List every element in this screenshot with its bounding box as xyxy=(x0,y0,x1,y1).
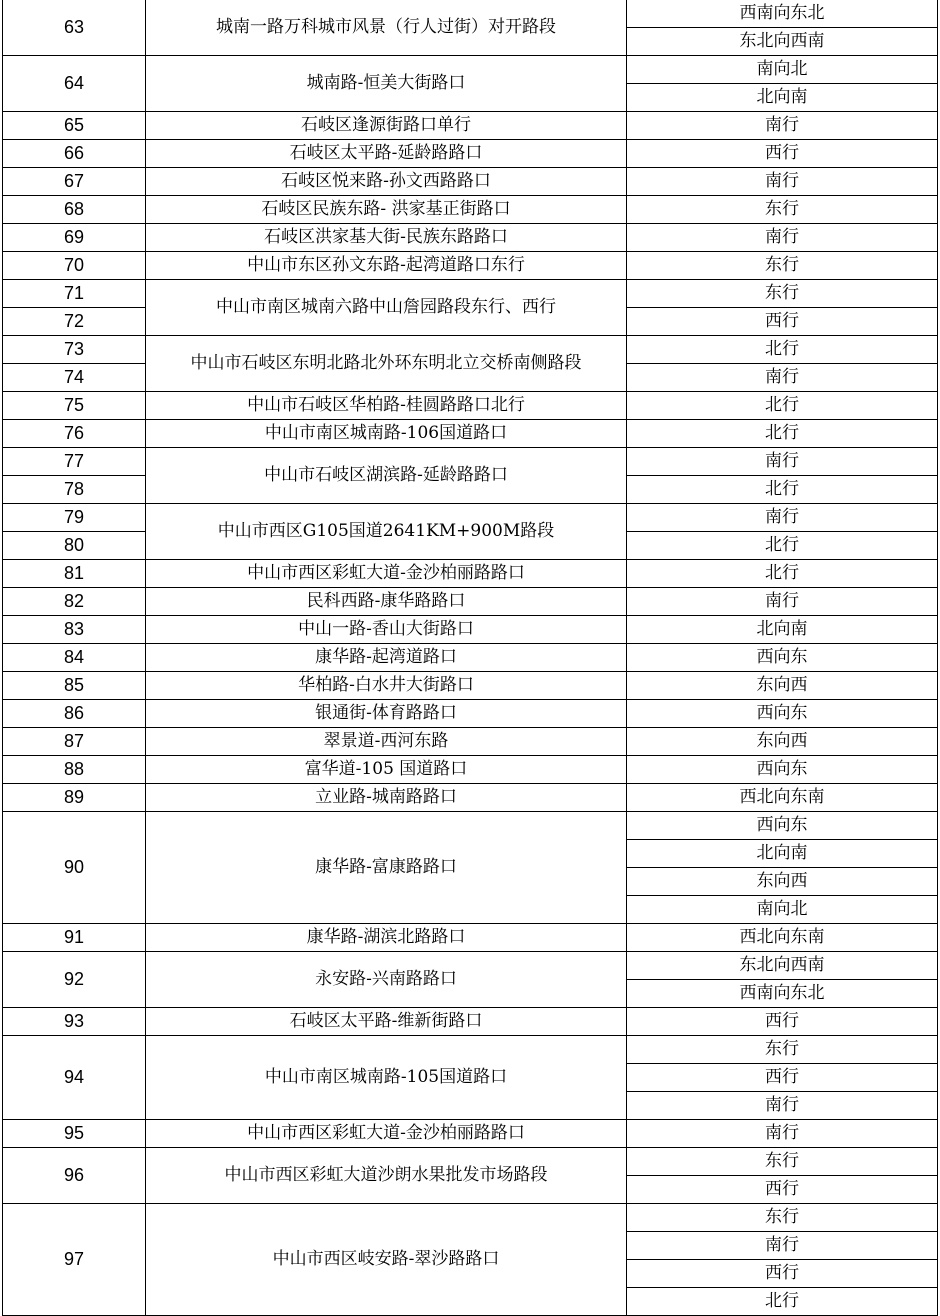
direction-cell: 南行 xyxy=(627,224,938,252)
direction-cell: 西行 xyxy=(627,308,938,336)
table-row xyxy=(3,588,938,616)
table-row xyxy=(3,784,938,812)
table-row xyxy=(3,1148,938,1176)
location-cell: 中山市西区G105国道2641KM+900M路段 xyxy=(146,504,627,560)
location-cell: 民科西路-康华路路口 xyxy=(146,588,627,616)
direction-cell: 南行 xyxy=(627,168,938,196)
table-row xyxy=(3,336,938,364)
direction-cell: 西行 xyxy=(627,140,938,168)
direction-cell: 北行 xyxy=(627,420,938,448)
direction-cell: 南向北 xyxy=(627,896,938,924)
location-cell: 石岐区太平路-延龄路路口 xyxy=(146,140,627,168)
row-number-cell: 73 xyxy=(3,336,146,364)
location-cell: 康华路-富康路路口 xyxy=(146,812,627,924)
direction-cell: 东行 xyxy=(627,1036,938,1064)
location-cell: 中山市南区城南路-105国道路口 xyxy=(146,1036,627,1120)
direction-cell: 东北向西南 xyxy=(627,28,938,56)
direction-cell: 南行 xyxy=(627,588,938,616)
location-cell: 富华道-105 国道路口 xyxy=(146,756,627,784)
direction-cell: 北行 xyxy=(627,476,938,504)
direction-cell: 南行 xyxy=(627,364,938,392)
row-number-cell: 77 xyxy=(3,448,146,476)
direction-cell: 东行 xyxy=(627,196,938,224)
row-number-cell: 66 xyxy=(3,140,146,168)
row-number-cell: 87 xyxy=(3,728,146,756)
location-cell: 中山市石岐区东明北路北外环东明北立交桥南侧路段 xyxy=(146,336,627,392)
row-number-cell: 96 xyxy=(3,1148,146,1204)
direction-cell: 北向南 xyxy=(627,84,938,112)
direction-cell: 东向西 xyxy=(627,728,938,756)
table-row xyxy=(3,700,938,728)
direction-cell: 北行 xyxy=(627,392,938,420)
table-row xyxy=(3,1204,938,1232)
row-number-cell: 81 xyxy=(3,560,146,588)
table-row xyxy=(3,1036,938,1064)
direction-cell: 西北向东南 xyxy=(627,784,938,812)
direction-cell: 西向东 xyxy=(627,700,938,728)
direction-cell: 东行 xyxy=(627,252,938,280)
row-number-cell: 70 xyxy=(3,252,146,280)
row-number-cell: 79 xyxy=(3,504,146,532)
direction-cell: 南向北 xyxy=(627,56,938,84)
direction-cell: 西行 xyxy=(627,1008,938,1036)
direction-cell: 北向南 xyxy=(627,616,938,644)
row-number-cell: 72 xyxy=(3,308,146,336)
location-cell: 石岐区洪家基大街-民族东路路口 xyxy=(146,224,627,252)
row-number-cell: 63 xyxy=(3,0,146,56)
location-cell: 中山市西区岐安路-翠沙路路口 xyxy=(146,1204,627,1316)
table-row xyxy=(3,280,938,308)
table-row xyxy=(3,672,938,700)
row-number-cell: 91 xyxy=(3,924,146,952)
direction-cell: 北向南 xyxy=(627,840,938,868)
row-number-cell: 64 xyxy=(3,56,146,112)
location-cell: 中山市南区城南路-106国道路口 xyxy=(146,420,627,448)
table-row xyxy=(3,728,938,756)
row-number-cell: 71 xyxy=(3,280,146,308)
row-number-cell: 89 xyxy=(3,784,146,812)
row-number-cell: 86 xyxy=(3,700,146,728)
location-cell: 石岐区民族东路- 洪家基正街路口 xyxy=(146,196,627,224)
location-cell: 华柏路-白水井大街路口 xyxy=(146,672,627,700)
direction-cell: 东行 xyxy=(627,280,938,308)
table-row xyxy=(3,392,938,420)
direction-cell: 西北向东南 xyxy=(627,924,938,952)
location-cell: 中山市石岐区湖滨路-延龄路路口 xyxy=(146,448,627,504)
row-number-cell: 85 xyxy=(3,672,146,700)
location-cell: 中山市西区彩虹大道-金沙柏丽路路口 xyxy=(146,1120,627,1148)
location-cell: 康华路-湖滨北路路口 xyxy=(146,924,627,952)
location-cell: 中山市南区城南六路中山詹园路段东行、西行 xyxy=(146,280,627,336)
table-row xyxy=(3,140,938,168)
location-cell: 石岐区太平路-维新街路口 xyxy=(146,1008,627,1036)
location-cell: 石岐区逢源街路口单行 xyxy=(146,112,627,140)
row-number-cell: 95 xyxy=(3,1120,146,1148)
location-cell: 翠景道-西河东路 xyxy=(146,728,627,756)
row-number-cell: 94 xyxy=(3,1036,146,1120)
row-number-cell: 90 xyxy=(3,812,146,924)
direction-cell: 东行 xyxy=(627,1148,938,1176)
direction-cell: 东行 xyxy=(627,1204,938,1232)
table-row xyxy=(3,756,938,784)
direction-cell: 北行 xyxy=(627,1288,938,1316)
table-row xyxy=(3,196,938,224)
direction-cell: 西行 xyxy=(627,1260,938,1288)
row-number-cell: 67 xyxy=(3,168,146,196)
table-row xyxy=(3,1120,938,1148)
table-row xyxy=(3,560,938,588)
table-row xyxy=(3,616,938,644)
row-number-cell: 80 xyxy=(3,532,146,560)
direction-cell: 东北向西南 xyxy=(627,952,938,980)
direction-cell: 南行 xyxy=(627,1232,938,1260)
location-cell: 银通街-体育路路口 xyxy=(146,700,627,728)
row-number-cell: 69 xyxy=(3,224,146,252)
row-number-cell: 82 xyxy=(3,588,146,616)
direction-cell: 南行 xyxy=(627,1120,938,1148)
row-number-cell: 78 xyxy=(3,476,146,504)
location-cell: 永安路-兴南路路口 xyxy=(146,952,627,1008)
table-row xyxy=(3,504,938,532)
table-row xyxy=(3,112,938,140)
table-row xyxy=(3,1008,938,1036)
row-number-cell: 83 xyxy=(3,616,146,644)
direction-cell: 南行 xyxy=(627,1092,938,1120)
table-row xyxy=(3,952,938,980)
location-cell: 立业路-城南路路口 xyxy=(146,784,627,812)
row-number-cell: 92 xyxy=(3,952,146,1008)
location-cell: 中山市西区彩虹大道-金沙柏丽路路口 xyxy=(146,560,627,588)
table-row xyxy=(3,420,938,448)
table-row xyxy=(3,252,938,280)
direction-cell: 西行 xyxy=(627,1176,938,1204)
row-number-cell: 68 xyxy=(3,196,146,224)
direction-cell: 北行 xyxy=(627,560,938,588)
location-cell: 康华路-起湾道路口 xyxy=(146,644,627,672)
table-body xyxy=(3,0,938,1316)
row-number-cell: 93 xyxy=(3,1008,146,1036)
direction-cell: 西向东 xyxy=(627,644,938,672)
direction-cell: 南行 xyxy=(627,448,938,476)
location-cell: 中山市西区彩虹大道沙朗水果批发市场路段 xyxy=(146,1148,627,1204)
row-number-cell: 97 xyxy=(3,1204,146,1316)
direction-cell: 西行 xyxy=(627,1064,938,1092)
direction-cell: 南行 xyxy=(627,504,938,532)
table-row xyxy=(3,812,938,840)
location-cell: 中山一路-香山大街路口 xyxy=(146,616,627,644)
table-row xyxy=(3,224,938,252)
table-row xyxy=(3,56,938,84)
row-number-cell: 76 xyxy=(3,420,146,448)
location-cell: 城南路-恒美大街路口 xyxy=(146,56,627,112)
direction-cell: 东向西 xyxy=(627,672,938,700)
table-row xyxy=(3,448,938,476)
direction-cell: 东向西 xyxy=(627,868,938,896)
location-cell: 城南一路万科城市风景（行人过街）对开路段 xyxy=(146,0,627,56)
direction-cell: 南行 xyxy=(627,112,938,140)
row-number-cell: 84 xyxy=(3,644,146,672)
location-cell: 中山市石岐区华柏路-桂圆路路口北行 xyxy=(146,392,627,420)
table-row xyxy=(3,924,938,952)
direction-cell: 西向东 xyxy=(627,812,938,840)
location-cell: 石岐区悦来路-孙文西路路口 xyxy=(146,168,627,196)
row-number-cell: 74 xyxy=(3,364,146,392)
row-number-cell: 88 xyxy=(3,756,146,784)
location-cell: 中山市东区孙文东路-起湾道路口东行 xyxy=(146,252,627,280)
direction-cell: 西南向东北 xyxy=(627,0,938,28)
direction-cell: 北行 xyxy=(627,532,938,560)
table-row xyxy=(3,0,938,28)
table-row xyxy=(3,644,938,672)
row-number-cell: 65 xyxy=(3,112,146,140)
direction-cell: 西南向东北 xyxy=(627,980,938,1008)
direction-cell: 西向东 xyxy=(627,756,938,784)
table-row xyxy=(3,168,938,196)
location-direction-table xyxy=(2,0,938,1316)
row-number-cell: 75 xyxy=(3,392,146,420)
direction-cell: 北行 xyxy=(627,336,938,364)
